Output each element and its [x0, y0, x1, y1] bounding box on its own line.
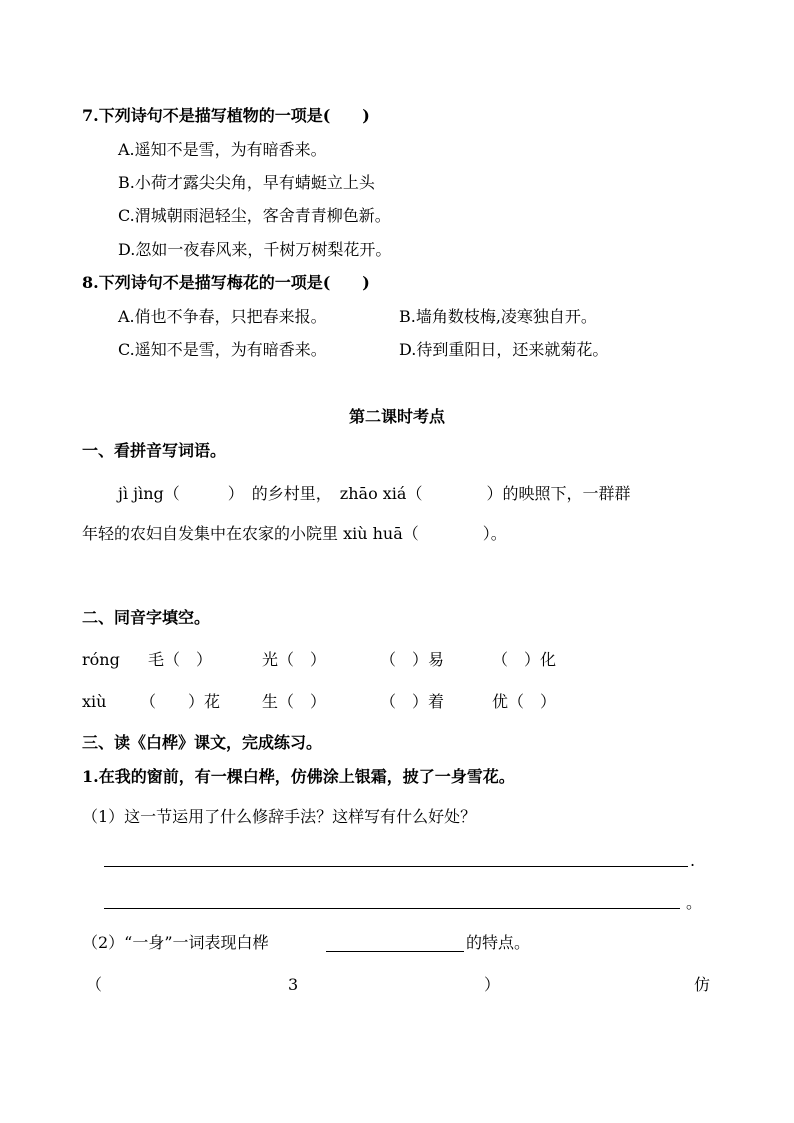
- part1-heading: 一、看拼音写词语。: [82, 441, 227, 460]
- q8-option-c: C.遥知不是雪，为有暗香来。: [118, 340, 327, 359]
- part3-heading: 三、读《白桦》课文，完成练习。: [82, 733, 323, 752]
- sub3-text: 仿: [694, 975, 711, 994]
- xiu-item-1: （ ）花: [140, 692, 221, 711]
- sub3-open-paren: （: [86, 975, 103, 994]
- q8-option-d: D.待到重阳日，还来就菊花。: [399, 340, 609, 359]
- xiu-item-4: 优（ ）: [492, 692, 557, 711]
- section-title: 第二课时考点: [348, 407, 445, 426]
- pinyin-xiu: xiù: [82, 692, 107, 711]
- xiu-item-3: （ ）着: [380, 692, 445, 711]
- sub3-close-paren: ）: [484, 975, 501, 994]
- q8-option-b: B.墙角数枝梅,凌寒独自开。: [399, 307, 597, 326]
- part3-sub-question-2-after: 的特点。: [466, 933, 531, 952]
- answer-blank-3[interactable]: [326, 951, 464, 952]
- answer-blank-1[interactable]: [104, 866, 688, 867]
- question-7: 7.下列诗句不是描写植物的一项是( ): [82, 106, 370, 125]
- answer-blank-2-end: 。: [686, 893, 703, 912]
- rong-item-3: （ ）易: [380, 650, 445, 669]
- answer-blank-2[interactable]: [104, 908, 680, 909]
- part1-text-line1: jì jìng（ ） 的乡村里， zhāo xiá（ ）的映照下，一群群: [118, 484, 631, 503]
- part3-sub-question-1: （1）这一节运用了什么修辞手法？这样写有什么好处？: [82, 807, 477, 826]
- part3-sub-question-2-before: （2）“一身”一词表现白桦: [82, 933, 269, 952]
- sub3-number: 3: [288, 975, 299, 994]
- q7-option-b: B.小荷才露尖尖角，早有蜻蜓立上头: [118, 173, 375, 192]
- rong-item-1: 毛（ ）: [148, 650, 213, 669]
- q8-option-a: A.俏也不争春，只把春来报。: [118, 307, 327, 326]
- part1-text-line2: 年轻的农妇自发集中在农家的小院里 xiù huā（ ）。: [82, 524, 507, 543]
- q7-option-d: D.忽如一夜春风来，千树万树梨花开。: [118, 240, 392, 259]
- xiu-item-2: 生（ ）: [262, 692, 327, 711]
- question-8: 8.下列诗句不是描写梅花的一项是( ): [82, 273, 370, 292]
- part2-heading: 二、同音字填空。: [82, 608, 211, 627]
- rong-item-4: （ ）化: [492, 650, 557, 669]
- q7-option-a: A.遥知不是雪，为有暗香来。: [118, 140, 327, 159]
- q7-option-c: C.渭城朝雨浥轻尘，客舍青青柳色新。: [118, 206, 391, 225]
- rong-item-2: 光（ ）: [262, 650, 327, 669]
- pinyin-rong: róng: [82, 650, 120, 669]
- answer-blank-1-end: .: [690, 851, 696, 870]
- part3-question-1: 1.在我的窗前，有一棵白桦，仿佛涂上银霜，披了一身雪花。: [82, 767, 515, 786]
